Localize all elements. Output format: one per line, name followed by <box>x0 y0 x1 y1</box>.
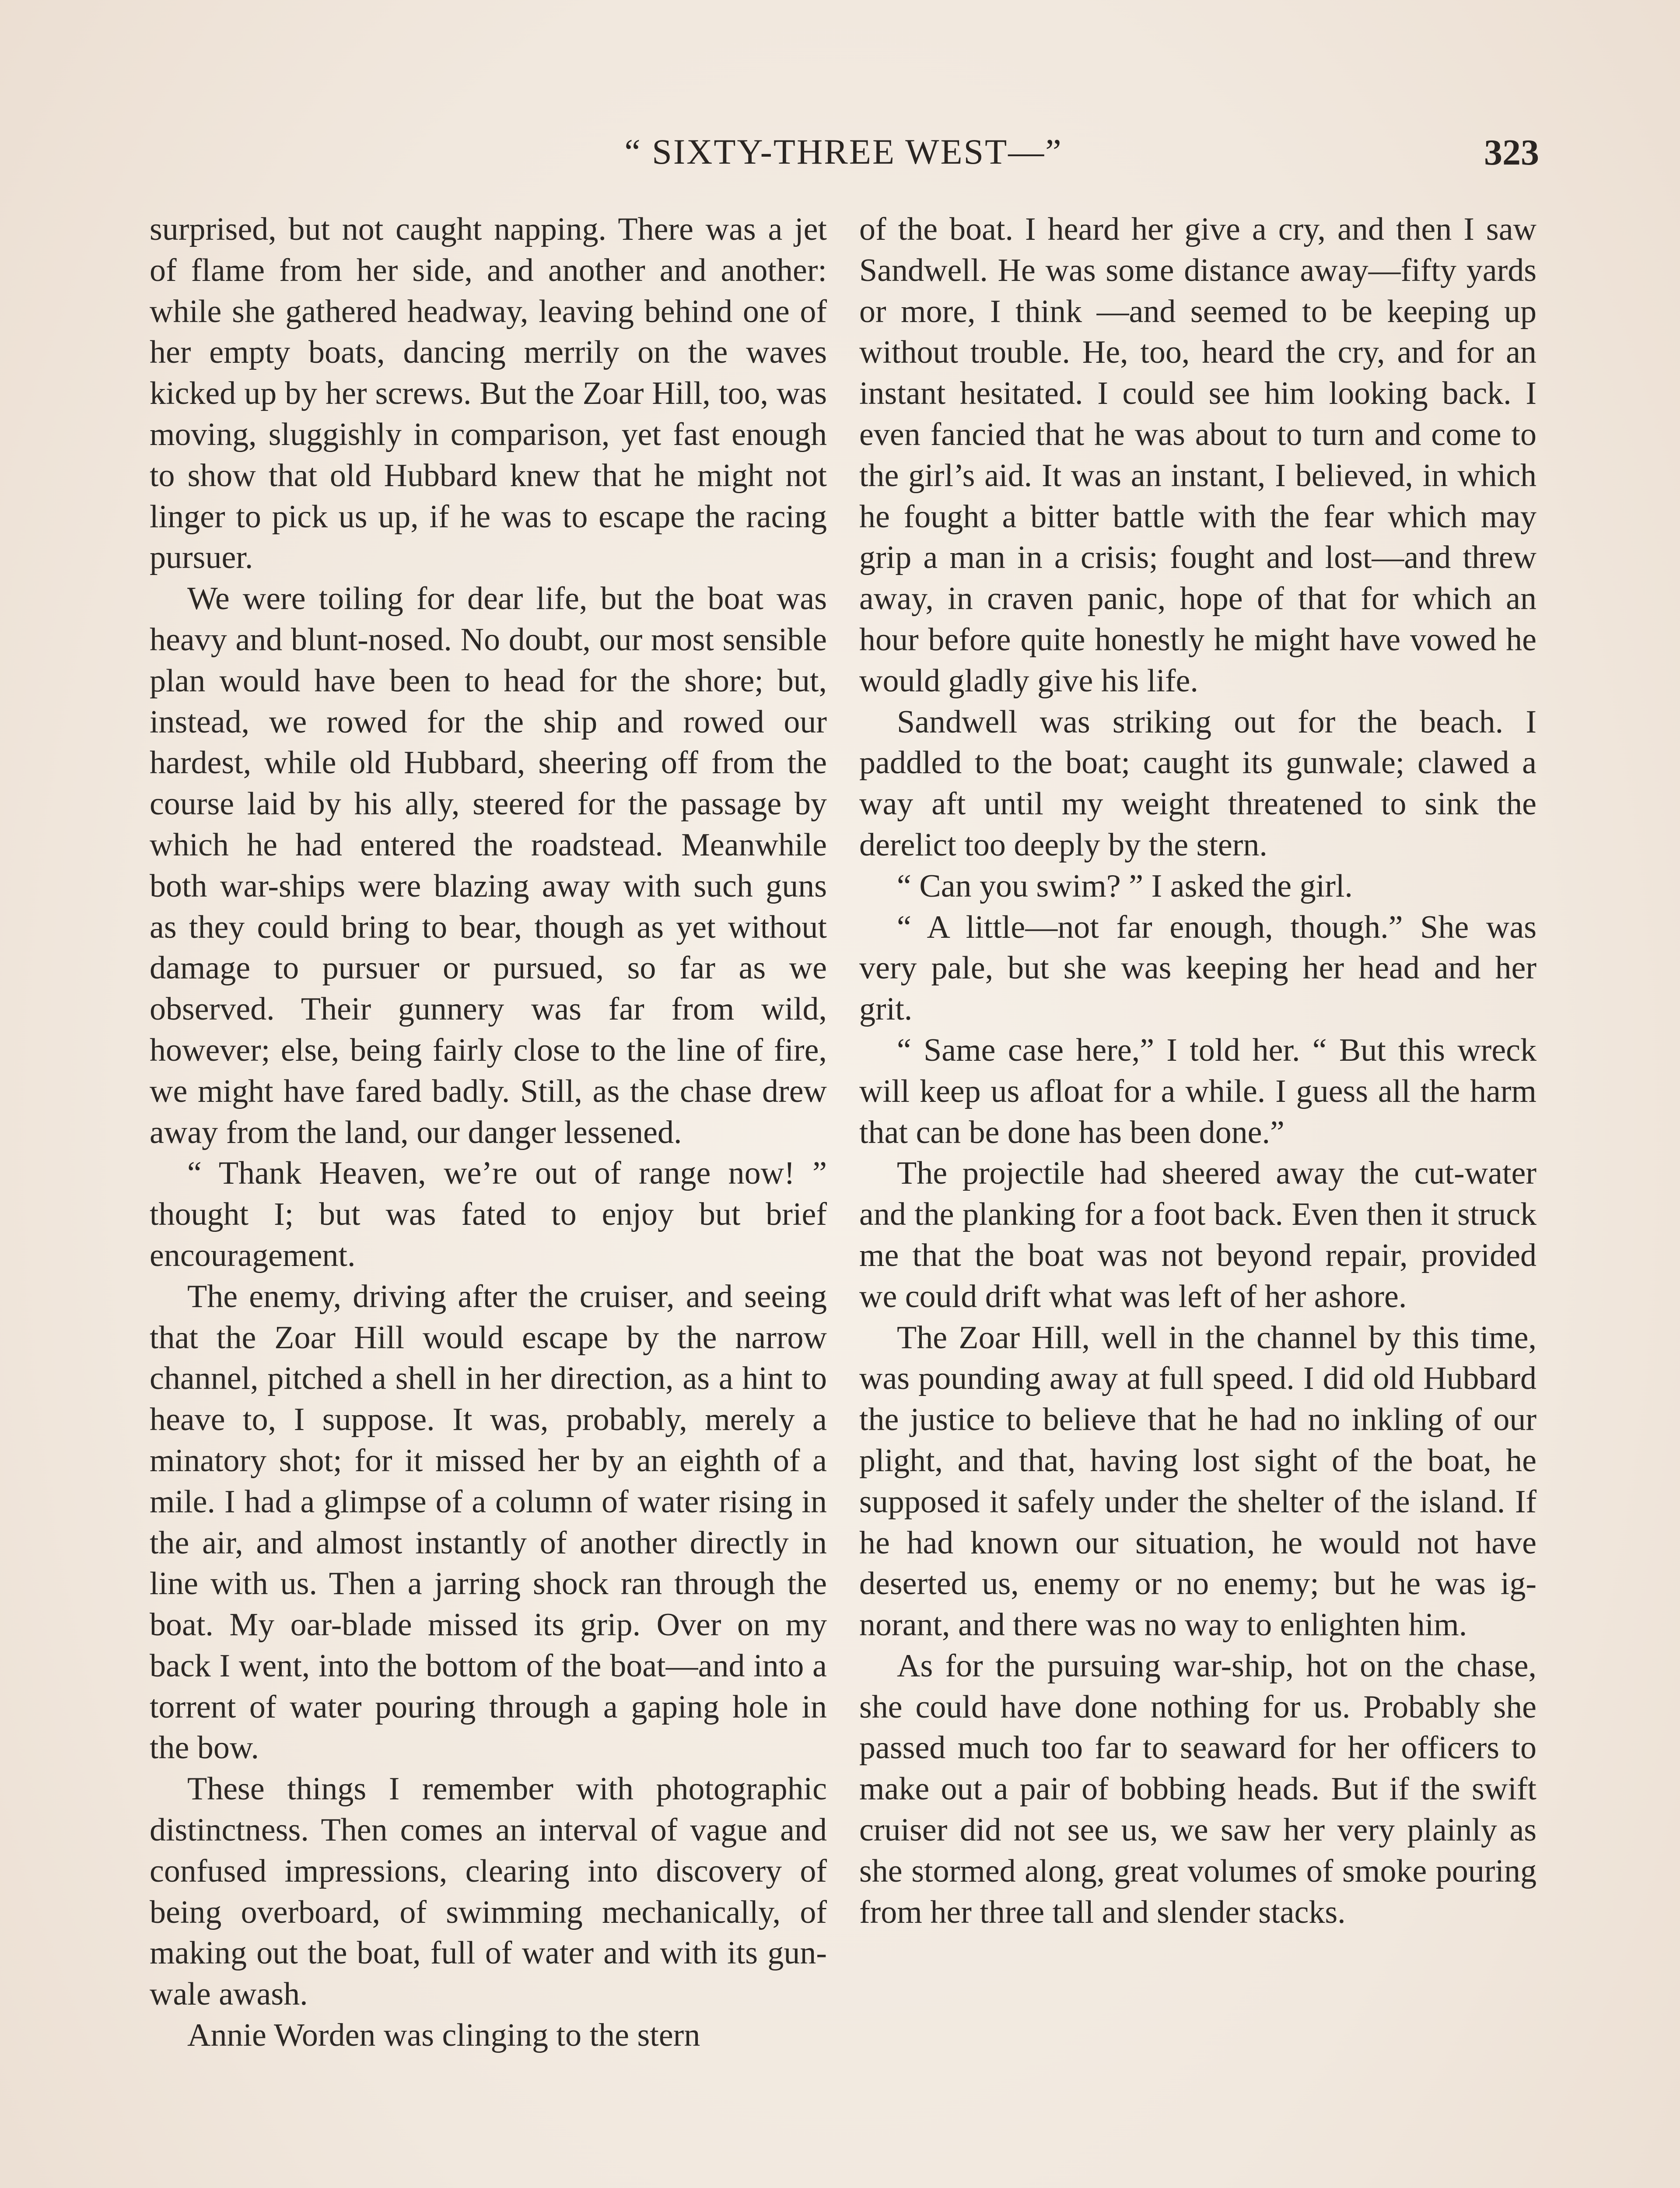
paragraph: “ A little—not far enough, though.” She was very pale, but she was keeping her head and her grit. <box>859 909 1536 1027</box>
paragraph: Sandwell was striking out for the beach. I paddled to the boat; caught its gunwale; clawed a way aft until my weight threatened to sink the derelict too deeply by the stern. <box>859 704 1536 863</box>
paragraph: “ Thank Heaven, we’re out of range now! ” thought I; but was fated to enjoy but brief encouragement. <box>150 1155 827 1273</box>
paragraph: The projectile had sheered away the cut-water and the planking for a foot back. Even then it struck me that the boat was not beyond repair, provided we could drift what was left of her ashore. <box>859 1155 1536 1315</box>
paragraph: surprised, but not caught napping. There was a jet of flame from her side, and another and another: while she gathered headway, leaving behind one of her empty boats, dancing merrily on the waves kicked up by her screws. But the Zoar Hill, too, was moving, sluggishly in comparison, yet fast enough to show that old Hubbard knew that he might not linger to pick us up, if he was to escape the racing pursuer. <box>150 211 827 576</box>
page-number: 323 <box>1484 132 1539 173</box>
paragraph: of the boat. I heard her give a cry, and then I saw Sandwell. He was some distance away—fifty yards or more, I think —and seemed to be keeping up without trouble. He, too, heard the cry, and for an instant hesitated. I could see him looking back. I even fancied that he was about to turn and come to the girl’s aid. It was an instant, I believed, in which he fought a bitter battle with the fear which may grip a man in a crisis; fought and lost—and threw away, in craven panic, hope of that for which an hour before quite honestly he might have vowed he would gladly give his life. <box>859 211 1536 699</box>
paragraph: “ Can you swim? ” I asked the girl. <box>897 868 1353 904</box>
paragraph: The enemy, driving after the cruiser, and seeing that the Zoar Hill would escape by the narrow channel, pitched a shell in her direction, as a hint to heave to, I suppose. It was, probably, merely a minatory shot; for it missed her by an eighth of a mile. I had a glimpse of a column of water rising in the air, and almost instantly of another directly in line with us. Then a jarring shock ran through the boat. My oar-blade missed its grip. Over on my back I went, into the bottom of the boat—and into a torrent of water pouring through a gaping hole in the bow. <box>150 1278 827 1766</box>
paragraph: Annie Worden was clinging to the stern <box>187 2017 700 2054</box>
right-column <box>859 209 1536 1933</box>
paragraph: As for the pursuing war-ship, hot on the chase, she could have done nothing for us. Probably she passed much too far to seaward for her officers to make out a pair of bobbing heads. But if the swift cruiser did not see us, we saw her very plainly as she stormed along, great volumes of smoke pouring from her three tall and slender stacks. <box>859 1648 1536 1930</box>
paragraph: “ Same case here,” I told her. “ But this wreck will keep us afloat for a while. I guess all the harm that can be done has been done.” <box>859 1032 1536 1150</box>
paragraph: These things I remember with photographic distinctness. Then comes an interval of vague and confused impressions, clearing into discovery of being overboard, of swimming mechanically, of making out the boat, full of water and with its gunwale awash. <box>150 1771 827 2013</box>
page-header <box>148 131 1539 179</box>
running-title: “ SIXTY-THREE WEST—” <box>624 132 1063 172</box>
left-column <box>150 209 827 2056</box>
paragraph: We were toiling for dear life, but the boat was heavy and blunt-nosed. No doubt, our most sensible plan would have been to head for the shore; but, instead, we rowed for the ship and rowed our hardest, while old Hubbard, sheering off from the course laid by his ally, steered for the passage by which he had entered the roadstead. Meanwhile both war-ships were blazing away with such guns as they could bring to bear, though as yet without damage to pursuer or pursued, so far as we observed. Their gunnery was far from wild, however; else, being fairly close to the line of fire, we might have fared badly. Still, as the chase drew away from the land, our danger lessened. <box>150 581 827 1150</box>
paragraph: The Zoar Hill, well in the channel by this time, was pounding away at full speed. I did old Hubbard the justice to believe that he had no inkling of our plight, and that, having lost sight of the boat, he supposed it safely under the shelter of the island. If he had known our situation, he would not have deserted us, enemy or no enemy; but he was ignorant, and there was no way to enlighten him. <box>859 1319 1536 1643</box>
